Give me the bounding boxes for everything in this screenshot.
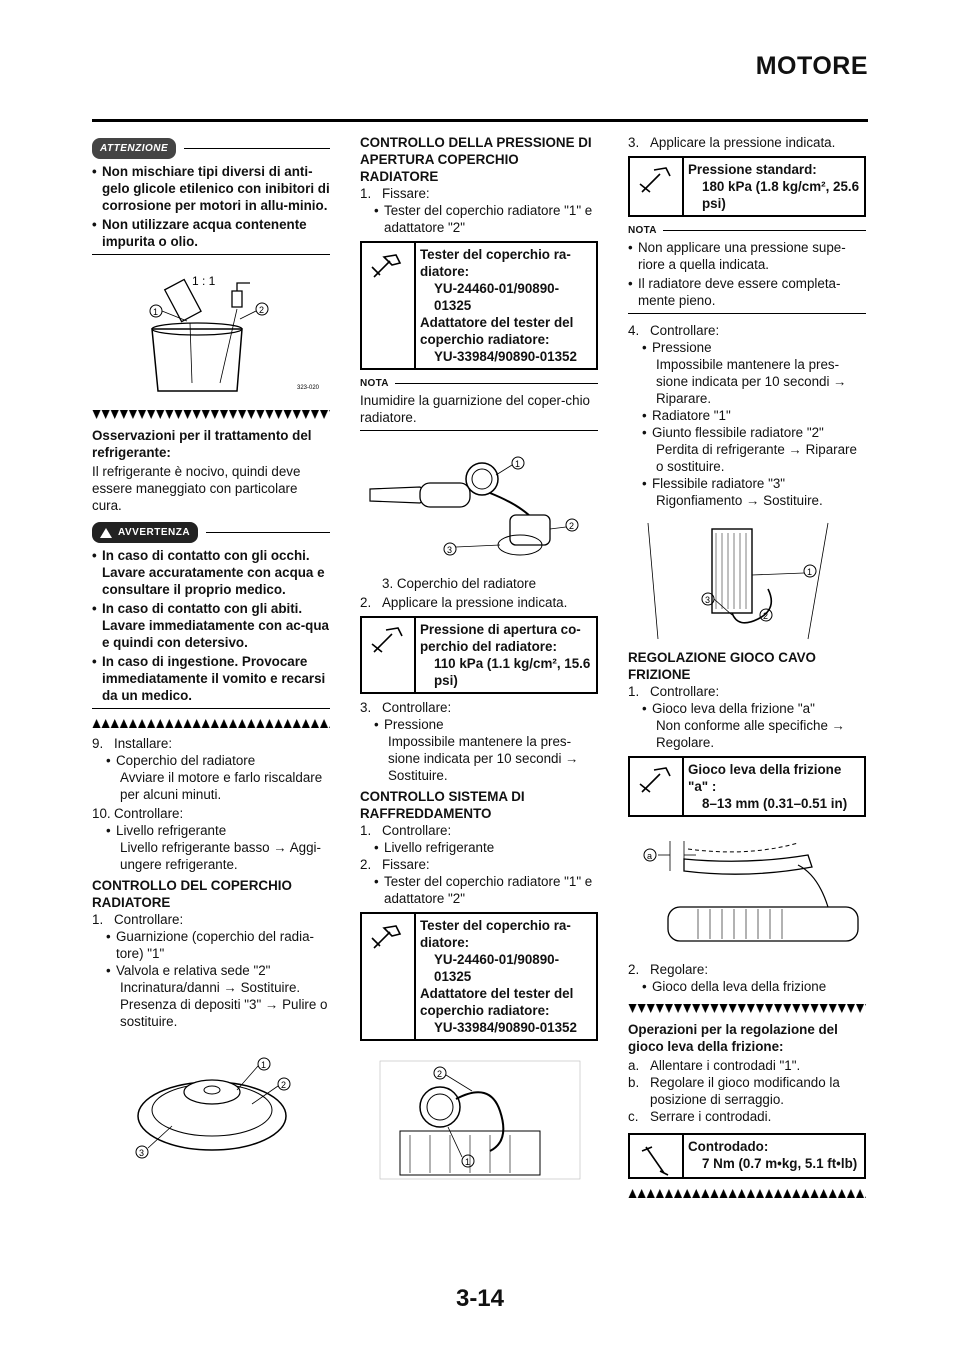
spec-line: Controdado: [688, 1139, 769, 1154]
pressure-step-2: 2. Applicare la pressione indicata. [360, 595, 568, 610]
header-rule [92, 119, 868, 122]
figure-radiator [628, 519, 866, 643]
cooling-text: Perdita di refrigerante → Riparare o sostituire. [656, 442, 857, 474]
svg-text:3: 3 [139, 1148, 145, 1158]
spec-box-clutch-play [628, 756, 866, 817]
spec-line: Tester del coperchio ra-diatore: [420, 247, 571, 279]
spec-box-locknut [628, 1133, 866, 1179]
cooling-bullet: • Pressione [642, 339, 866, 356]
spec-box-opening-pressure [360, 616, 598, 694]
page-number: 3-14 [455, 1285, 505, 1312]
column-3 [628, 134, 866, 1205]
spec-line: YU-24460-01/90890-01325 [434, 281, 560, 313]
section-title-pressure: CONTROLLO DELLA PRESSIONE DI APERTURA COPERCHIO RADIATORE [360, 135, 592, 184]
clutch-text: Non conforme alle specifiche → Regolare. [656, 718, 846, 750]
svg-text:1: 1 [807, 567, 813, 577]
section-title-cap: CONTROLLO DEL COPERCHIO RADIATORE [92, 878, 292, 910]
section-title-clutch: REGOLAZIONE GIOCO CAVO FRIZIONE [628, 650, 816, 682]
figure-radiator-cap [92, 1054, 330, 1164]
step-10-text: Livello refrigerante basso → Aggi-ungere refrigerante. [120, 840, 321, 872]
obs-title: Osservazioni per il trattamento del refrigerante: [92, 428, 312, 460]
pressure-bullet: • Tester del coperchio radiatore "1" e adattatore "2" [374, 202, 598, 236]
section-title-cooling: CONTROLLO SISTEMA DI RAFFREDDAMENTO [360, 789, 525, 821]
cap-bullet: • Guarnizione (coperchio del radia-tore) "1" [106, 928, 330, 962]
svg-text:1 : 1: 1 : 1 [192, 274, 216, 288]
figure-cooling-test [360, 1051, 598, 1181]
ops-title: Operazioni per la regolazione del gioco leva della frizione: [628, 1022, 838, 1054]
caution-item: • Non mischiare tipi diversi di anti-gelo glicole etilenico con inibitori di corrosione per motori in allu-minio. [92, 163, 330, 214]
svg-text:3: 3 [705, 595, 711, 605]
cooling-bullet: • Tester del coperchio radiatore "1" e adattatore "2" [374, 873, 598, 907]
tool-icon [370, 922, 406, 952]
caution-label: ATTENZIONE [92, 138, 176, 159]
svg-text:1: 1 [515, 459, 521, 469]
cooling-step-4: 4. Controllare: [628, 323, 720, 338]
svg-text:1: 1 [261, 1060, 267, 1070]
ops-item: b. Regolare il gioco modificando la posizione di serraggio. [628, 1075, 840, 1107]
spec-line: YU-24460-01/90890-01325 [434, 952, 560, 984]
cap-text: Presenza di depositi "3" → Pulire o sostituire. [120, 997, 328, 1029]
cooling-bullet: • Giunto flessibile radiatore "2" [642, 424, 866, 441]
cap-step-1: 1. Controllare: [92, 912, 184, 927]
triangle-row-end [92, 717, 330, 729]
caution-header [92, 138, 330, 159]
wrench-icon [638, 166, 674, 196]
spec-line: 180 kPa (1.8 kg/cm², 25.6 psi) [702, 179, 860, 211]
spec-line: Pressione standard: [688, 162, 817, 177]
ops-item: a. Allentare i controdadi "1". [628, 1058, 801, 1073]
wrench-icon [638, 766, 674, 796]
spec-line: Tester del coperchio ra-diatore: [420, 918, 571, 950]
cooling-bullet: • Radiatore "1" [642, 407, 866, 424]
triangle-row-start [628, 1003, 866, 1015]
cooling-text: Impossibile mantenere la pres-sione indicata per 10 secondi → Riparare. [656, 357, 847, 406]
step-9-text: Avviare il motore e farlo riscaldare per alcuni minuti. [120, 770, 323, 802]
nota-item: • Non applicare una pressione supe-riore a quella indicata. [628, 239, 866, 273]
spec-line: YU-33984/90890-01352 [434, 1020, 577, 1035]
svg-text:3: 3 [447, 545, 453, 555]
cooling-text: Rigonfiamento → Sostituire. [656, 493, 823, 508]
pressure-step-1: 1. Fissare: [360, 186, 430, 201]
clutch-bullet: • Gioco leva della frizione "a" [642, 700, 866, 717]
warning-item: • In caso di ingestione. Provocare immediatamente il vomito e recarsi da un medico. [92, 653, 330, 704]
spec-line: YU-33984/90890-01352 [434, 349, 577, 364]
pressure-bullet: • Pressione [374, 716, 598, 733]
step-9-bullet: • Coperchio del radiatore [106, 752, 330, 769]
svg-text:1: 1 [465, 1157, 471, 1167]
spec-box-standard-pressure [628, 156, 866, 217]
pressure-step-3: 3. Controllare: [360, 700, 452, 715]
cap-bullet: • Valvola e relativa sede "2" [106, 962, 330, 979]
triangle-row-end [628, 1187, 866, 1199]
svg-text:2: 2 [437, 1069, 443, 1079]
nota-text: Inumidire la guarnizione del coper-chio radiatore. [360, 393, 591, 425]
ops-item: c. Serrare i controdadi. [628, 1109, 772, 1124]
cooling-step-1: 1. Controllare: [360, 823, 452, 838]
column-1 [92, 134, 330, 1170]
cooling-bullet: • Flessibile radiatore "3" [642, 475, 866, 492]
torque-wrench-icon [638, 1143, 674, 1177]
caution-item: • Non utilizzare acqua contenente impurita o olio. [92, 216, 330, 250]
svg-text:2: 2 [259, 305, 265, 315]
warning-header [92, 522, 330, 543]
wrench-icon [370, 626, 406, 656]
figure-coolant-mix [92, 263, 330, 401]
spec-line: 8–13 mm (0.31–0.51 in) [702, 796, 848, 811]
figure-cap-tester [360, 449, 598, 569]
step-9: 9. Installare: [92, 736, 173, 751]
triangle-row-start [92, 409, 330, 421]
clutch-step-2: 2. Regolare: [628, 962, 709, 977]
warning-item: • In caso di contatto con gli abiti. Lavare immediatamente con ac-qua e quindi con detersivo. [92, 600, 330, 651]
warning-item: • In caso di contatto con gli occhi. Lavare accuratamente con acqua e consultare il proprio medico. [92, 547, 330, 598]
nota-header: NOTA [360, 375, 598, 392]
pressure-text: Impossibile mantenere la pres-sione indicata per 10 secondi → Sostituire. [388, 734, 579, 783]
spec-line: 110 kPa (1.1 kg/cm², 15.6 psi) [434, 656, 591, 688]
warning-label: AVVERTENZA [118, 527, 191, 538]
svg-text:1: 1 [153, 307, 159, 317]
tool-icon [370, 251, 406, 281]
page-title: MOTORE [755, 52, 868, 80]
column-2 [360, 134, 598, 1187]
step-10-bullet: • Livello refrigerante [106, 822, 330, 839]
cooling-step-2: 2. Fissare: [360, 857, 430, 872]
figure-caption: 3. Coperchio del radiatore [382, 576, 537, 591]
cooling-bullet: • Livello refrigerante [374, 839, 598, 856]
figure-clutch-lever [628, 835, 866, 955]
clutch-step-1: 1. Controllare: [628, 684, 720, 699]
svg-text:2: 2 [281, 1080, 287, 1090]
svg-text:2: 2 [569, 521, 575, 531]
step-10: 10. Controllare: [92, 806, 184, 821]
obs-text: Il refrigerante è nocivo, quindi deve essere maneggiato con particolare cura. [92, 464, 301, 513]
svg-text:323-020: 323-020 [297, 385, 320, 391]
spec-box-tester [360, 241, 598, 370]
spec-line: Adattatore del tester del coperchio radiatore: [420, 986, 574, 1018]
svg-text:2: 2 [763, 611, 769, 621]
warning-icon [100, 528, 112, 538]
nota-item: • Il radiatore deve essere completa-mente pieno. [628, 275, 866, 309]
cap-text: Incrinatura/danni → Sostituire. [120, 980, 301, 995]
spec-line: Adattatore del tester del coperchio radiatore: [420, 315, 574, 347]
spec-line: 7 Nm (0.7 m•kg, 5.1 ft•lb) [702, 1156, 858, 1171]
clutch-bullet: • Gioco della leva della frizione [642, 978, 866, 995]
spec-line: Pressione di apertura co-perchio del radiatore: [420, 622, 581, 654]
spec-line: Gioco leva della frizione "a" : [688, 762, 842, 794]
spec-box-tester-2 [360, 912, 598, 1041]
svg-text:a: a [647, 851, 653, 861]
nota-header: NOTA [628, 222, 866, 239]
cooling-step-3: 3. Applicare la pressione indicata. [628, 135, 836, 150]
